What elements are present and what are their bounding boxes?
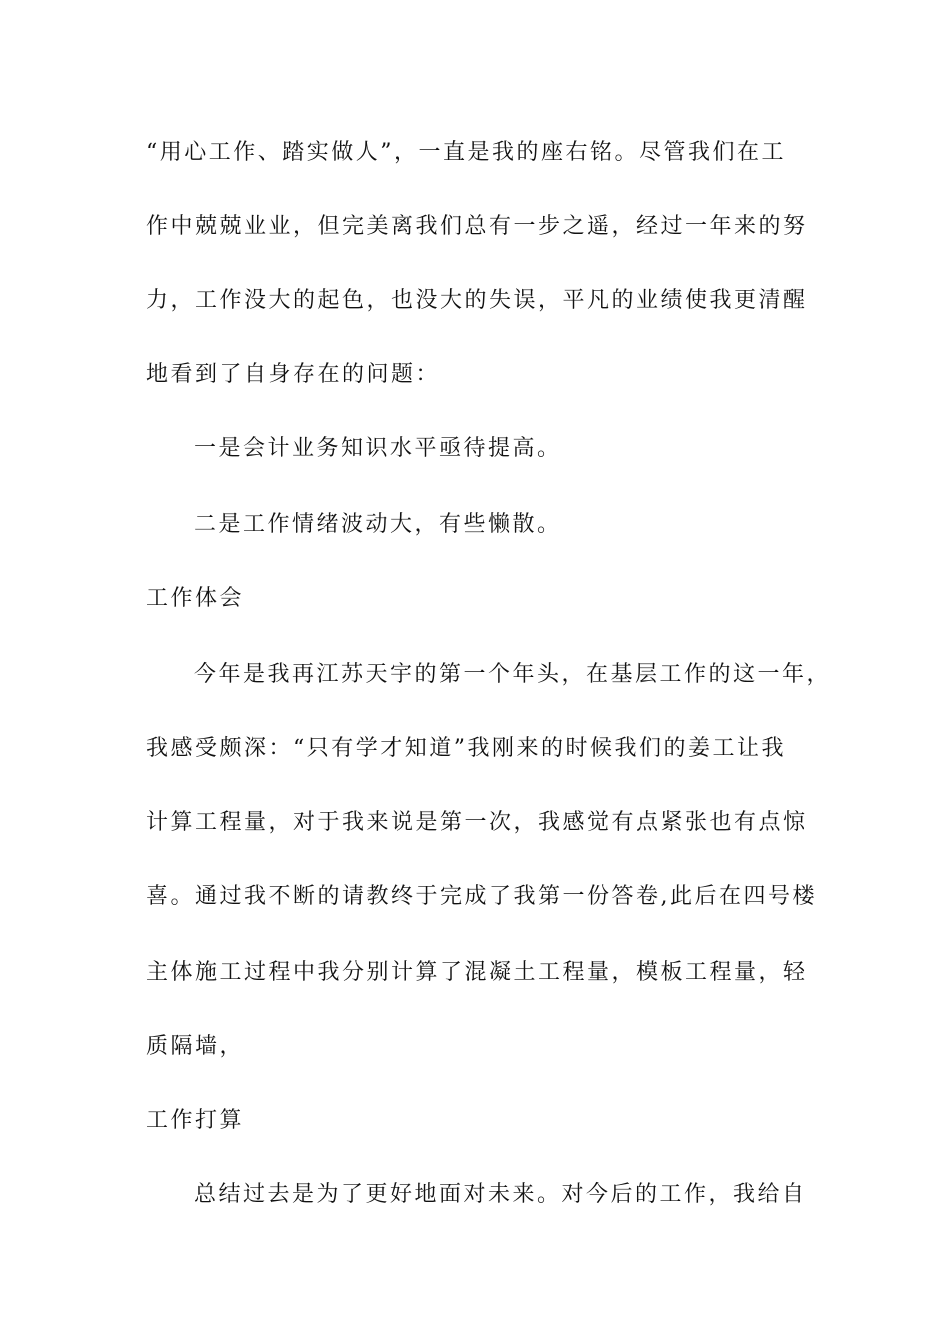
paragraph-line: 质隔墙， bbox=[146, 1034, 245, 1059]
list-item: 一是会计业务知识水平亟待提高。 bbox=[194, 436, 562, 461]
paragraph-line: 今年是我再江苏天宇的第一个年头，在基层工作的这一年， bbox=[194, 662, 832, 687]
paragraph-line: 主体施工过程中我分别计算了混凝土工程量，模板工程量，轻 bbox=[146, 960, 808, 985]
section-heading: 工作体会 bbox=[146, 586, 245, 611]
paragraph-line: 我感受颇深：“只有学才知道”我刚来的时候我们的姜工让我 bbox=[146, 736, 786, 761]
paragraph-line: 地看到了自身存在的问题： bbox=[146, 362, 441, 387]
paragraph-line: 作中兢兢业业，但完美离我们总有一步之遥，经过一年来的努 bbox=[146, 214, 808, 239]
paragraph-line: 计算工程量，对于我来说是第一次，我感觉有点紧张也有点惊 bbox=[146, 810, 808, 835]
paragraph-line: 总结过去是为了更好地面对未来。对今后的工作，我给自 bbox=[194, 1182, 807, 1207]
paragraph-line: “用心工作、踏实做人”，一直是我的座右铭。尽管我们在工 bbox=[146, 140, 786, 165]
paragraph-line: 力，工作没大的起色，也没大的失误，平凡的业绩使我更清醒 bbox=[146, 288, 808, 313]
section-heading: 工作打算 bbox=[146, 1108, 245, 1133]
paragraph-line: 喜。通过我不断的请教终于完成了我第一份答卷,此后在四号楼 bbox=[146, 884, 817, 909]
list-item: 二是工作情绪波动大，有些懒散。 bbox=[194, 512, 562, 537]
